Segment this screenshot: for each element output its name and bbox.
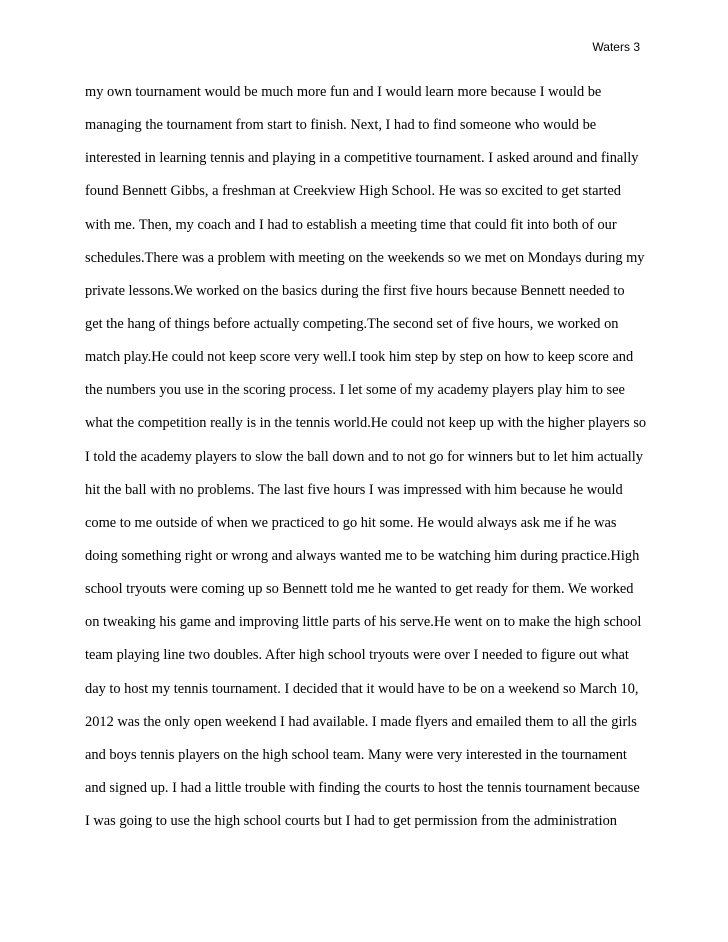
text-line: on tweaking his game and improving little parts of his serve.He went on to make the high school <box>85 614 642 631</box>
text-line: with me. Then, my coach and I had to establish a meeting time that could fit into both of our <box>85 216 617 233</box>
text-line: interested in learning tennis and playing in a competitive tournament. I asked around and finally <box>85 150 639 167</box>
text-line: found Bennett Gibbs, a freshman at Creekview High School. He was so excited to get started <box>85 183 621 200</box>
page-header: Waters 3 <box>592 40 640 54</box>
text-line: and boys tennis players on the high school team. Many were very interested in the tournament <box>85 746 627 763</box>
text-line: the numbers you use in the scoring process. I let some of my academy players play him to see <box>85 382 625 399</box>
text-line: come to me outside of when we practiced to go hit some. He would always ask me if he was <box>85 514 617 531</box>
text-line: my own tournament would be much more fun and I would learn more because I would be <box>85 84 602 100</box>
text-line: private lessons.We worked on the basics during the first five hours because Bennett needed to <box>85 282 625 299</box>
text-line: match play.He could not keep score very well.I took him step by step on how to keep score and <box>85 349 634 366</box>
text-line: doing something right or wrong and always wanted me to be watching him during practice.High <box>85 547 640 564</box>
text-line: hit the ball with no problems. The last five hours I was impressed with him because he would <box>85 481 623 498</box>
text-line: get the hang of things before actually competing.The second set of five hours, we worked on <box>85 315 619 332</box>
text-line: day to host my tennis tournament. I decided that it would have to be on a weekend so March 10, <box>85 680 639 697</box>
text-line: 2012 was the only open weekend I had available. I made flyers and emailed them to all the girls <box>85 713 637 730</box>
body-text <box>85 82 685 844</box>
text-line: school tryouts were coming up so Bennett told me he wanted to get ready for them. We worked <box>85 581 634 598</box>
text-line: team playing line two doubles. After high school tryouts were over I needed to figure out what <box>85 647 629 664</box>
text-line: schedules.There was a problem with meeting on the weekends so we met on Mondays during my <box>85 249 645 266</box>
text-line: managing the tournament from start to finish. Next, I had to find someone who would be <box>85 117 597 134</box>
text-line: what the competition really is in the tennis world.He could not keep up with the higher players so <box>85 415 647 432</box>
text-line: and signed up. I had a little trouble with finding the courts to host the tennis tournament because <box>85 779 640 796</box>
text-line: I told the academy players to slow the ball down and to not go for winners but to let him actually <box>85 448 643 465</box>
text-line: I was going to use the high school courts but I had to get permission from the administration <box>85 813 617 830</box>
